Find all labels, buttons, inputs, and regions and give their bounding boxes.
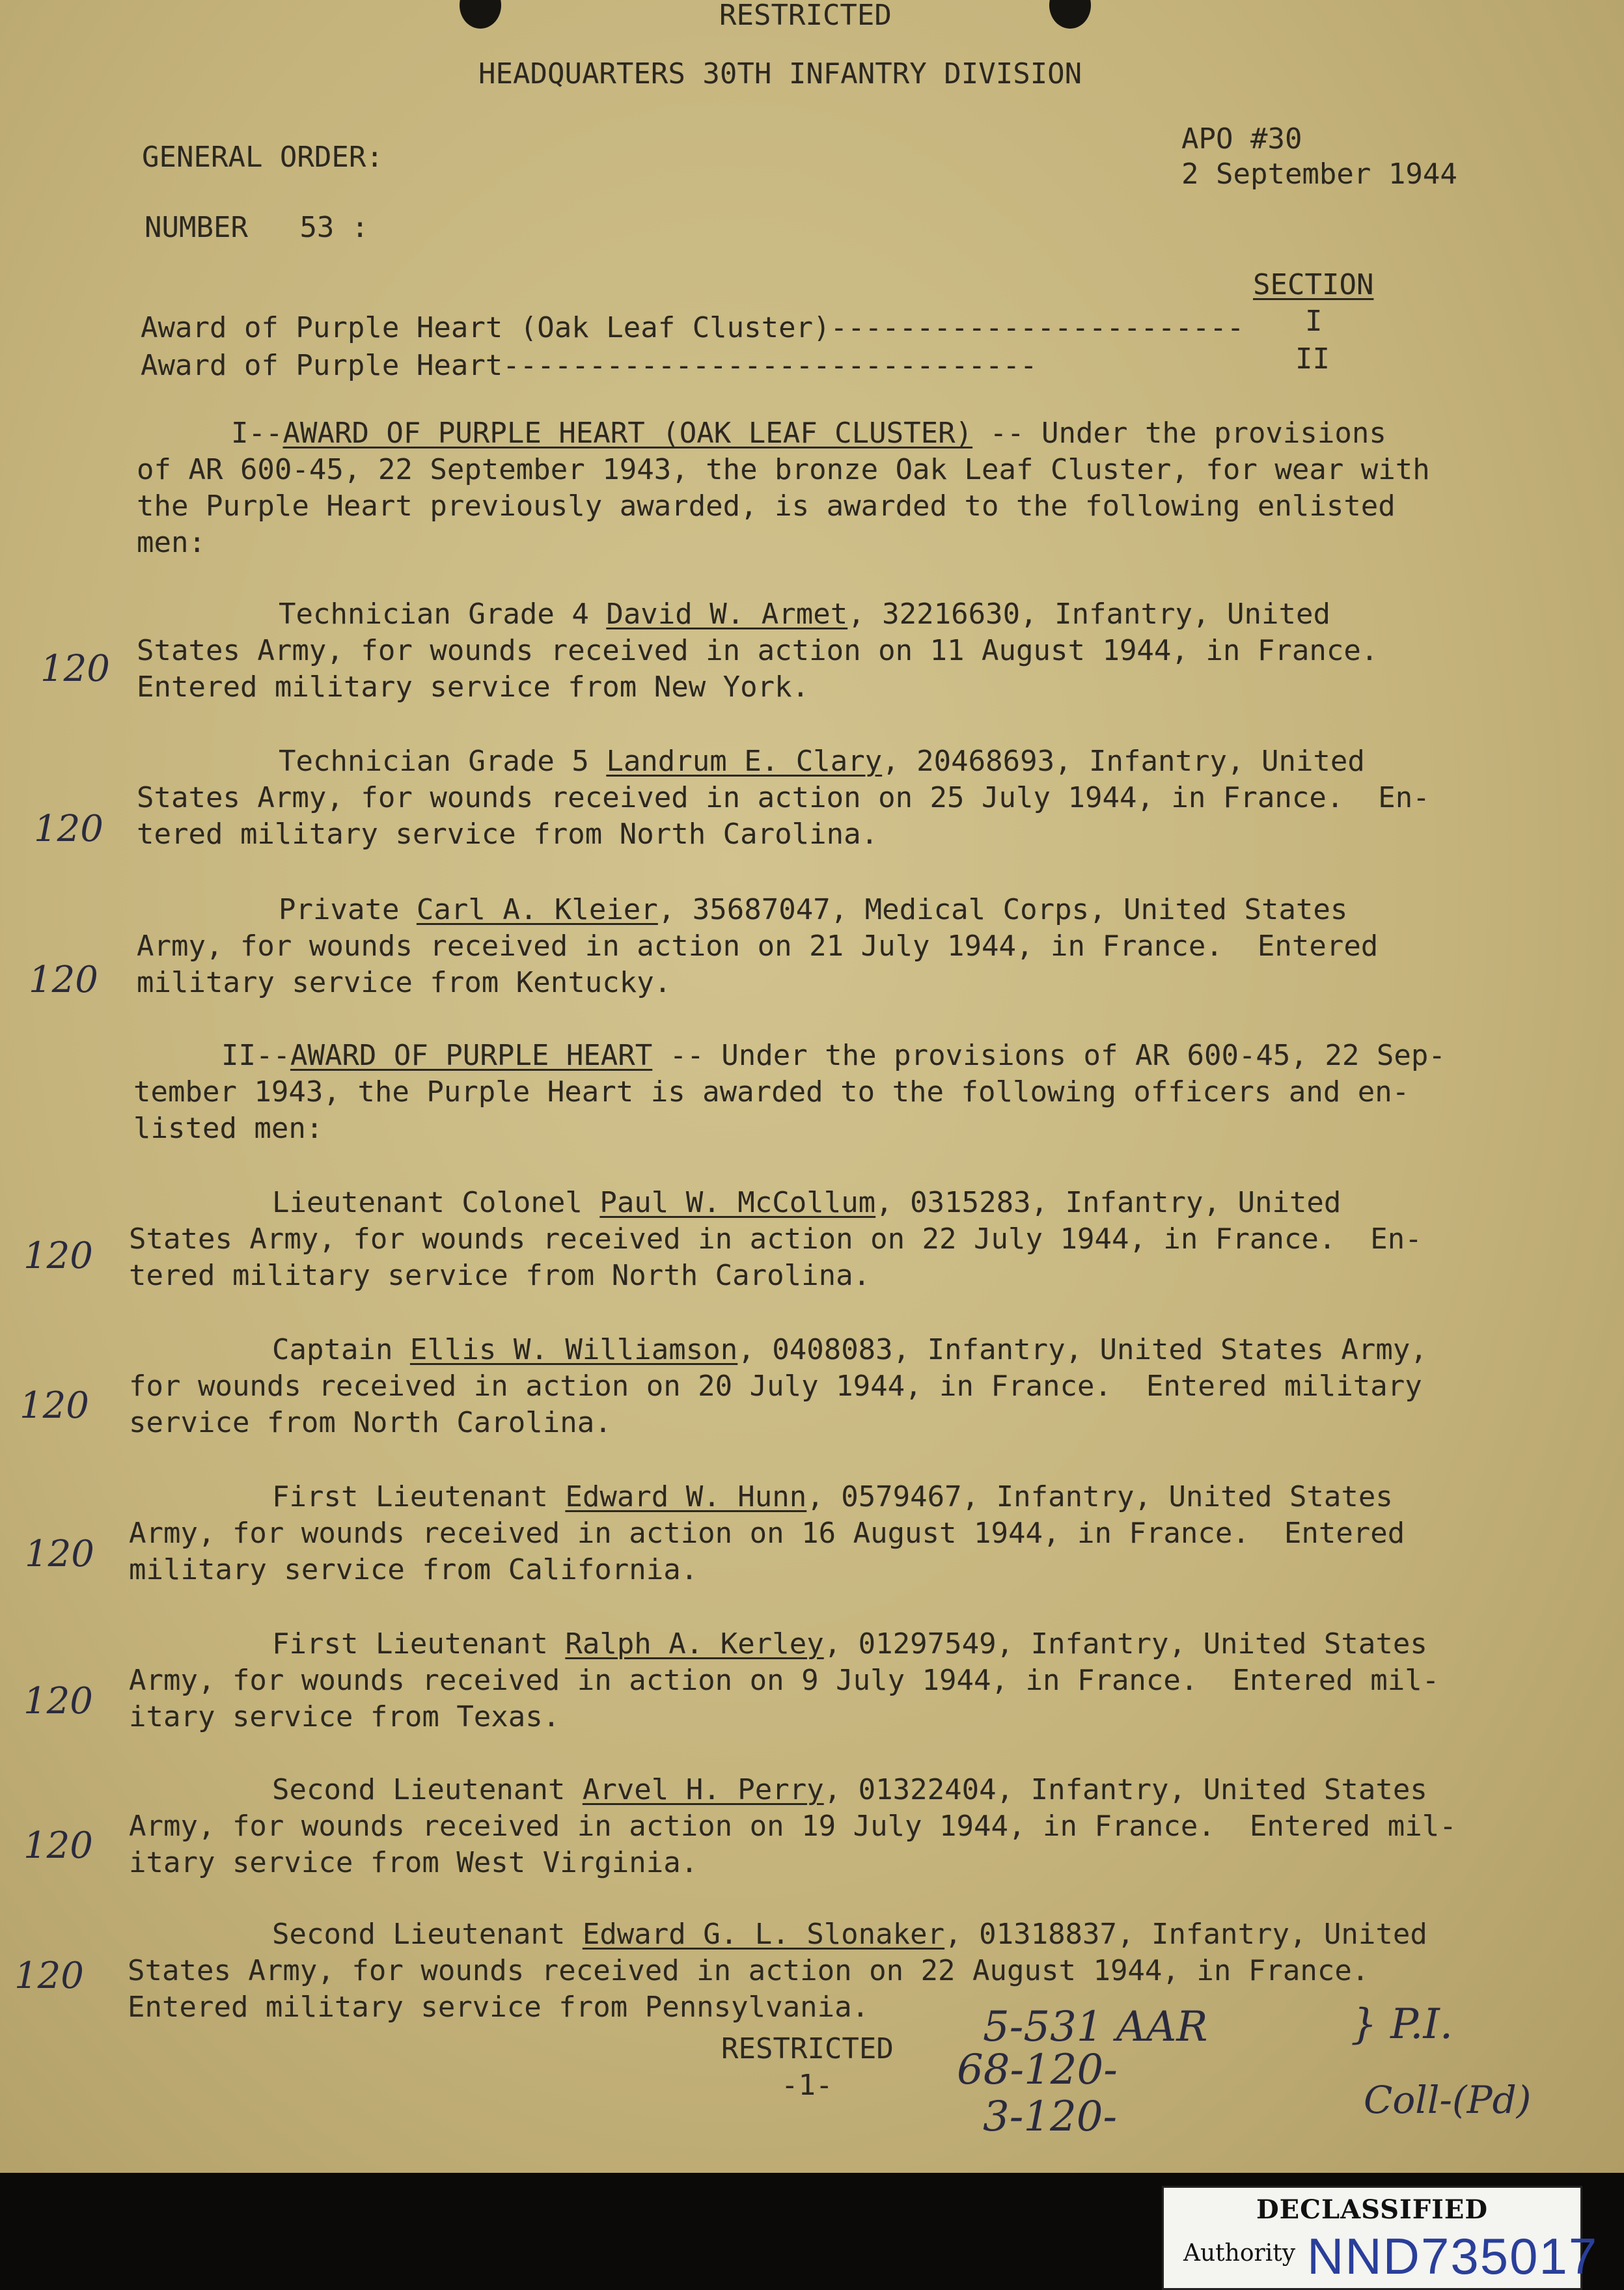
section1-title: AWARD OF PURPLE HEART (OAK LEAF CLUSTER) bbox=[282, 417, 973, 450]
order-number-label: NUMBER 53 : bbox=[145, 211, 369, 244]
recipient-name: Edward G. L. Slonaker bbox=[582, 1918, 945, 1951]
recipient-name: David W. Armet bbox=[606, 598, 848, 631]
recipient-name: Edward W. Hunn bbox=[565, 1480, 807, 1513]
award-entry-line: States Army, for wounds received in action on 11 August 1944, in France. bbox=[137, 634, 1379, 667]
award-entry-perry: Second Lieutenant Arvel H. Perry, 01322404, Infantry, United States bbox=[272, 1773, 1427, 1806]
margin-note: 120 bbox=[23, 1825, 93, 1867]
handwritten-bottom-note: Coll-(Pd) bbox=[1364, 2078, 1532, 2122]
award-entry-line: military service from Kentucky. bbox=[137, 966, 672, 999]
award-entry-clary: Technician Grade 5 Landrum E. Clary, 20468693, Infantry, United bbox=[279, 745, 1365, 778]
apo-number: APO #30 bbox=[1181, 122, 1302, 156]
section-heading: SECTION bbox=[1253, 268, 1374, 301]
section1-intro-line: the Purple Heart previously awarded, is awarded to the following enlisted bbox=[137, 490, 1396, 523]
section1-intro-line: of AR 600-45, 22 September 1943, the bronze Oak Leaf Cluster, for wear with bbox=[137, 453, 1430, 486]
award-entry-line: military service from California. bbox=[129, 1553, 698, 1586]
declassified-stamp bbox=[1162, 2186, 1599, 2290]
award-entry-williamson: Captain Ellis W. Williamson, 0408083, Infantry, United States Army, bbox=[272, 1333, 1427, 1366]
award-entry-line: Army, for wounds received in action on 16 August 1944, in France. Entered bbox=[129, 1517, 1405, 1550]
award-entry-line: States Army, for wounds received in action on 22 July 1944, in France. En- bbox=[129, 1222, 1422, 1256]
order-number: 53 : bbox=[299, 211, 369, 244]
award-entry-line: States Army, for wounds received in action on 25 July 1944, in France. En- bbox=[137, 781, 1430, 814]
toc-numeral-1: I bbox=[1305, 305, 1323, 338]
award-entry-line: Entered military service from Pennsylvania. bbox=[128, 1991, 870, 2024]
general-order-label: GENERAL ORDER: bbox=[142, 141, 383, 174]
handwritten-tally-line: 68-120- bbox=[957, 2046, 1118, 2094]
recipient-name: Ralph A. Kerley bbox=[565, 1627, 824, 1661]
section1-heading: I--AWARD OF PURPLE HEART (OAK LEAF CLUSTER) -- Under the provisions bbox=[231, 417, 1386, 450]
award-entry-hunn: First Lieutenant Edward W. Hunn, 0579467, Infantry, United States bbox=[272, 1480, 1393, 1513]
recipient-name: Paul W. McCollum bbox=[599, 1186, 876, 1219]
award-entry-line: tered military service from North Carolina. bbox=[129, 1259, 871, 1292]
section2-intro-line: tember 1943, the Purple Heart is awarded to the following officers and en- bbox=[133, 1075, 1410, 1109]
recipient-name: Landrum E. Clary bbox=[606, 745, 883, 778]
award-entry-line: Army, for wounds received in action on 9 July 1944, in France. Entered mil- bbox=[129, 1664, 1440, 1697]
award-entry-line: itary service from West Virginia. bbox=[129, 1846, 698, 1879]
margin-note: 120 bbox=[29, 959, 98, 1001]
section2-heading: II--AWARD OF PURPLE HEART -- Under the provisions of AR 600-45, 22 Sep- bbox=[221, 1039, 1446, 1072]
authority-number: NND735017 bbox=[1307, 2228, 1599, 2285]
punch-hole bbox=[460, 0, 501, 29]
section2-title: AWARD OF PURPLE HEART bbox=[290, 1039, 653, 1072]
handwritten-brace-note: } P.I. bbox=[1351, 2000, 1453, 2049]
toc-entry-1: Award of Purple Heart (Oak Leaf Cluster)------------------------ bbox=[141, 311, 1245, 344]
award-entry-kleier: Private Carl A. Kleier, 35687047, Medical Corps, United States bbox=[279, 893, 1348, 926]
recipient-name: Ellis W. Williamson bbox=[409, 1333, 738, 1366]
margin-note: 120 bbox=[23, 1235, 93, 1277]
section2-intro-line: listed men: bbox=[133, 1112, 323, 1145]
order-date: 2 September 1944 bbox=[1181, 158, 1457, 191]
award-entry-line: States Army, for wounds received in action on 22 August 1944, in France. bbox=[128, 1954, 1369, 1987]
award-entry-line: Entered military service from New York. bbox=[137, 670, 810, 704]
punch-hole bbox=[1049, 0, 1091, 29]
classification-bottom: RESTRICTED bbox=[721, 2032, 894, 2065]
margin-note: 120 bbox=[40, 648, 110, 690]
handwritten-tally-line: 3-120- bbox=[983, 2093, 1118, 2141]
section1-intro-line: men: bbox=[137, 526, 206, 559]
recipient-name: Arvel H. Perry bbox=[582, 1773, 824, 1806]
recipient-name: Carl A. Kleier bbox=[416, 893, 658, 926]
award-entry-line: itary service from Texas. bbox=[129, 1700, 560, 1733]
award-entry-line: service from North Carolina. bbox=[129, 1406, 612, 1439]
declassified-title: DECLASSIFIED bbox=[1256, 2194, 1489, 2225]
margin-note: 120 bbox=[23, 1680, 93, 1722]
award-entry-line: Army, for wounds received in action on 21 July 1944, in France. Entered bbox=[137, 930, 1379, 963]
margin-note: 120 bbox=[25, 1533, 94, 1575]
toc-numeral-2: II bbox=[1295, 342, 1330, 376]
award-entry-line: Army, for wounds received in action on 19 July 1944, in France. Entered mil- bbox=[129, 1810, 1457, 1843]
classification-top: RESTRICTED bbox=[719, 0, 892, 32]
authority-label: Authority bbox=[1183, 2240, 1296, 2267]
award-entry-line: tered military service from North Carolina. bbox=[137, 818, 879, 851]
page-number: -1- bbox=[781, 2069, 833, 2102]
margin-note: 120 bbox=[14, 1955, 84, 1997]
margin-note: 120 bbox=[20, 1385, 89, 1427]
handwritten-tally-line: 5-531 AAR bbox=[983, 2003, 1208, 2051]
margin-note: 120 bbox=[34, 808, 103, 850]
award-entry-armet: Technician Grade 4 David W. Armet, 32216630, Infantry, United bbox=[279, 598, 1330, 631]
headquarters-title: HEADQUARTERS 30TH INFANTRY DIVISION bbox=[478, 57, 1082, 90]
award-entry-slonaker: Second Lieutenant Edward G. L. Slonaker, 01318837, Infantry, United bbox=[272, 1918, 1427, 1951]
toc-entry-2: Award of Purple Heart------------------------------- bbox=[141, 349, 1038, 382]
award-entry-kerley: First Lieutenant Ralph A. Kerley, 01297549, Infantry, United States bbox=[272, 1627, 1427, 1661]
award-entry-line: for wounds received in action on 20 July 1944, in France. Entered military bbox=[129, 1370, 1422, 1403]
award-entry-mccollum: Lieutenant Colonel Paul W. McCollum, 0315283, Infantry, United bbox=[272, 1186, 1342, 1219]
